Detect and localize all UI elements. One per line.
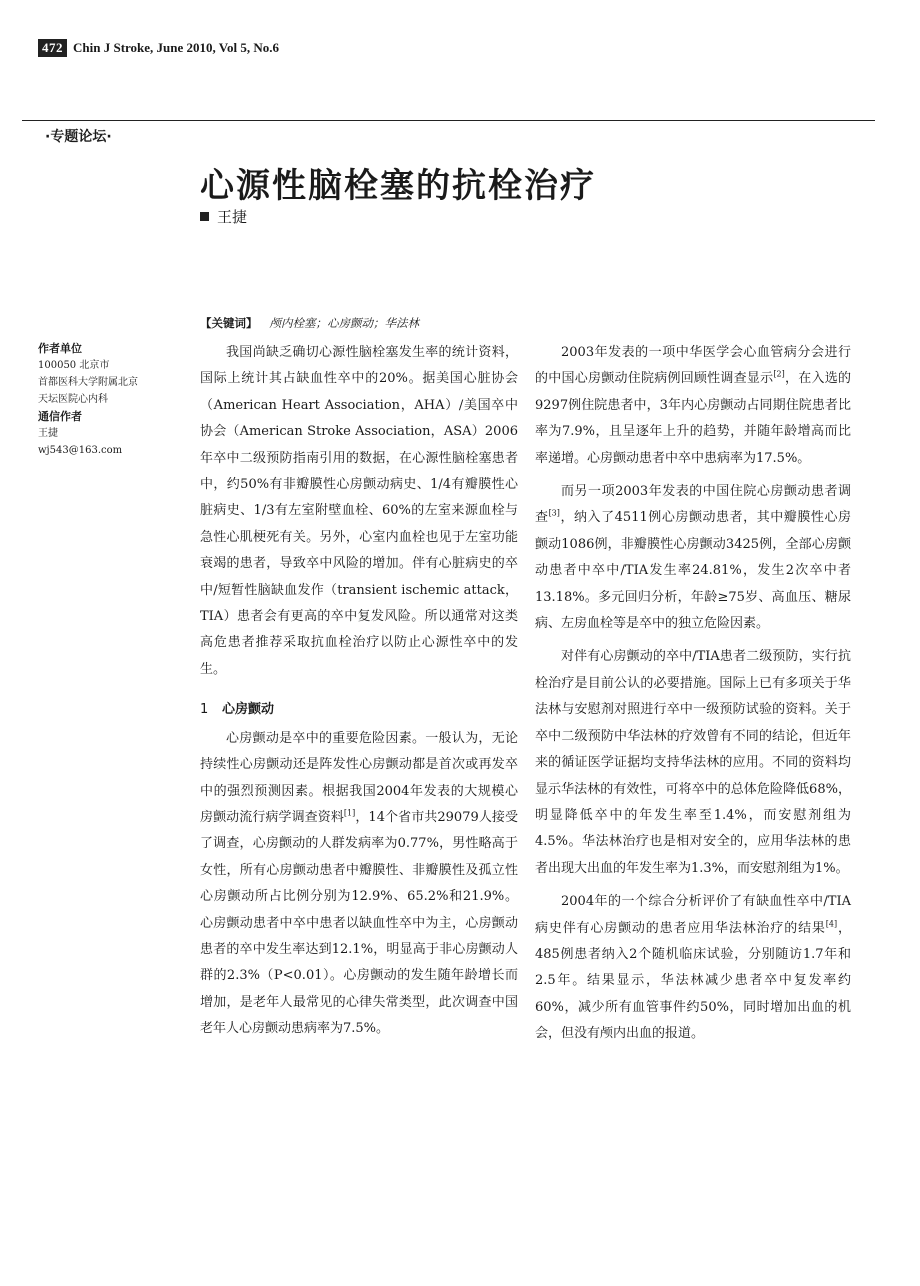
paragraph-text: ，纳入了4511例心房颤动患者，其中瓣膜性心房颤动1086例，非瓣膜性心房颤动3425例，全部心房颤动患者中卒中/TIA发生率24.81%，发生2次卒中者13.18%。多元回归分析，年龄≥75岁、高血压、糖尿病、左房血栓等是卒中的独立危险因素。 <box>535 510 851 632</box>
affiliation-line: 天坛医院心内科 <box>38 394 108 405</box>
body-column-right <box>535 340 851 1055</box>
body-paragraph <box>535 340 851 472</box>
affiliation-line: 100050 北京市 <box>38 360 110 371</box>
corresponding-author-email: wj543@163.com <box>38 445 123 456</box>
keywords-text: 颅内栓塞；心房颤动；华法林 <box>269 316 419 330</box>
citation-ref: [4] <box>825 919 838 929</box>
author-name: 王捷 <box>217 208 248 226</box>
paragraph-text: ，在入选的9297例住院患者中，3年内心房颤动占同期住院患者比率为7.9%，且呈逐年上升的趋势，并随年龄增高而比率递增。心房颤动患者中卒中患病率为17.5%。 <box>535 371 851 466</box>
author-info-sidebar <box>38 340 188 459</box>
paragraph-text: 2003年发表的一项中华医学会心血管病分会进行的中国心房颤动住院病例回顾性调查显示 <box>535 345 851 387</box>
column-name: ·专题论坛· <box>45 129 112 145</box>
body-paragraph <box>535 889 851 1047</box>
paragraph-text: ，14个省市共29079人接受了调查，心房颤动的人群发病率为0.77%，男性略高于女性，所有心房颤动患者中瓣膜性、非瓣膜性及孤立性心房颤动所占比例分别为12.9%、65.2%和21.9%。心房颤动患者中卒中患者以缺血性卒中为主，心房颤动患者的卒中发生率达到12.1%，明显高于非心房颤动人群的2.3%（P<0.01）。心房颤动的发生随年龄增长而增加，是老年人最常见的心律失常类型，此次调查中国老年人心房颤动患病率为7.5%。 <box>200 809 518 1037</box>
page-number: 472 <box>38 39 67 57</box>
corresponding-author-name: 王捷 <box>38 428 58 439</box>
paragraph-text: 心房颤动是卒中的重要危险因素。一般认为，无论持续性心房颤动还是阵发性心房颤动都是首次或再发卒中的强烈预测因素。根据我国2004年发表的大规模心房颤动流行病学调查资料 <box>200 730 518 825</box>
keywords-label: 【关键词】 <box>200 316 258 330</box>
citation-ref: [2] <box>773 370 785 380</box>
section-heading <box>200 697 518 723</box>
square-bullet-icon <box>200 212 209 221</box>
paragraph-text: 而另一项2003年发表的中国住院心房颤动患者调查 <box>535 484 851 526</box>
affiliation-label: 作者单位 <box>38 342 82 355</box>
citation-ref: [1] <box>343 808 356 818</box>
paragraph-text: ，485例患者纳入2个随机临床试验，分别随访1.7年和2.5年。结果显示，华法林减少患者卒中复发率约60%，减少所有血管事件约50%，同时增加出血的机会，但没有颅内出血的报道。 <box>535 920 851 1042</box>
body-paragraph <box>200 726 518 1043</box>
body-paragraph: 对伴有心房颤动的卒中/TIA患者二级预防，实行抗栓治疗是目前公认的必要措施。国际上已有多项关于华法林与安慰剂对照进行卒中一级预防试验的资料。关于卒中二级预防中华法林的疗效曾有不同的结论，但近年来的循证医学证据均支持华法林的应用。不同的资料均显示华法林的有效性，可将卒中的总体危险降低68%，明显降低卒中的年发生率至1.4%，而安慰剂组为4.5%。华法林治疗也是相对安全的，应用华法林的患者出现大出血的年发生率为1.3%，而安慰剂组为1%。 <box>535 649 851 876</box>
running-header <box>38 36 279 60</box>
intro-paragraph: 我国尚缺乏确切心源性脑栓塞发生率的统计资料，国际上统计其占缺血性卒中的20%。据美国心脏协会（American Heart Association，AHA）/美国卒中协会（American Stroke Association，ASA）2006年卒中二级预防指南引用的数据，在心源性脑栓塞患者中，约50%有非瓣膜性心房颤动病史、1/4有瓣膜性心脏病史、1/3有左室附壁血栓、60%的左室来源血栓与急性心肌梗死有关。另外，心室内血栓也见于左室功能衰竭的患者，导致卒中风险的增加。伴有心脏病史的卒中/短暂性脑缺血发作（transient ischemic attack，TIA）患者会有更高的卒中复发风险。所以通常对这类高危患者推荐采取抗血栓治疗以防止心源性卒中的发生。 <box>200 345 518 677</box>
journal-citation: Chin J Stroke, June 2010, Vol 5, No.6 <box>73 40 279 55</box>
author-line <box>200 206 247 227</box>
header-rule <box>22 120 875 121</box>
citation-ref: [3] <box>548 509 560 519</box>
body-paragraph <box>535 479 851 637</box>
article-title: 心源性脑栓塞的抗栓治疗 <box>200 166 596 206</box>
corresponding-author-label: 通信作者 <box>38 410 82 423</box>
keywords <box>200 315 419 331</box>
affiliation-line: 首都医科大学附属北京 <box>38 377 138 388</box>
body-column-left <box>200 340 518 1050</box>
section-title: 心房颤动 <box>222 702 275 718</box>
paragraph-text: 2004年的一个综合分析评价了有缺血性卒中/TIA病史伴有心房颤动的患者应用华法林治疗的结果 <box>535 894 851 936</box>
section-number: 1 <box>200 702 209 718</box>
